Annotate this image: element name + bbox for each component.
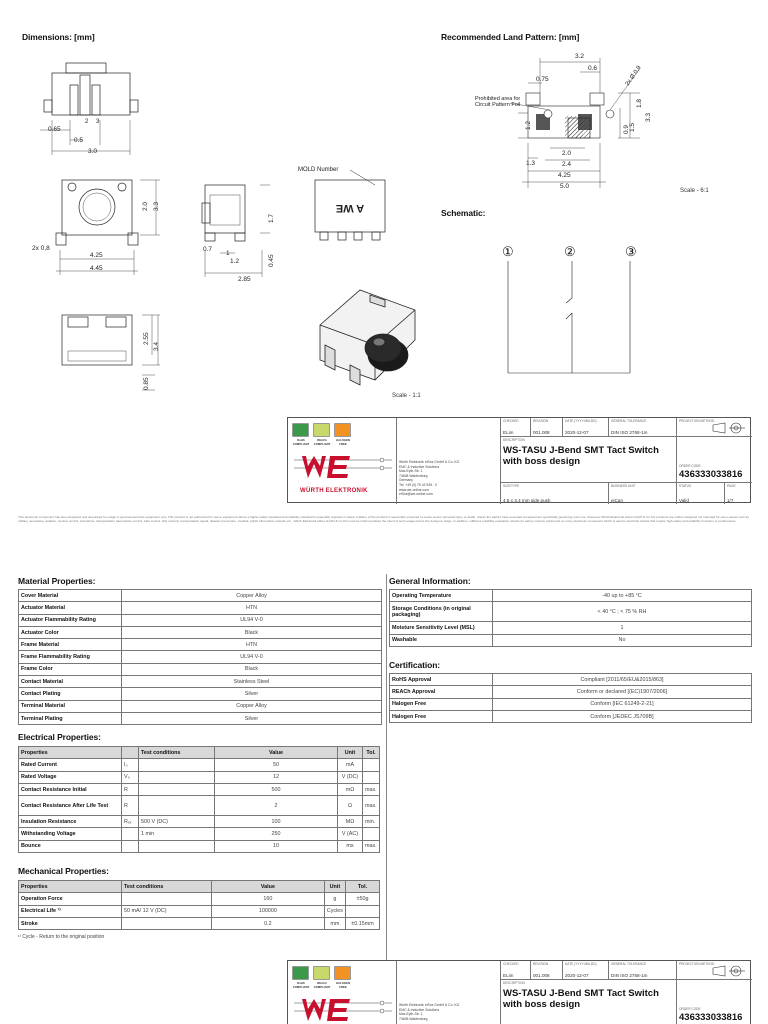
property-name: Frame Flammability Rating [19,651,122,663]
table-row [19,700,382,712]
property-name: Actuator Flammability Rating [19,614,122,626]
dim-label: 1.2 [525,120,532,130]
dim-label: 0.9 [623,124,630,134]
dim-label: 4.25 [90,252,103,259]
dim-label: 0.7 [203,246,213,253]
table-row [19,626,382,638]
property-name: Halogen Free [390,698,493,710]
dimensions-scale: Scale - 1:1 [392,393,421,399]
table-cell: Withstanding Voltage [19,828,122,840]
brand-name: WÜRTH ELEKTRONIK [300,488,368,494]
property-name: Terminal Material [19,700,122,712]
table-cell: Contact Resistance Initial [19,783,122,795]
halogen-label: HALOGEN FREE [336,981,350,989]
table-cell: MΩ [338,816,363,828]
column-header: Properties [19,881,122,893]
table-row [19,840,380,852]
table-cell: Cycles [324,905,345,917]
revision-value: 001.008 [533,972,550,978]
table-cell: Rated Voltage [19,771,122,783]
general-title: General Information: [389,576,471,586]
reach-label: REACh COMPLIANT [313,438,331,446]
date-value: 2020-12-07 [565,972,589,978]
column-header: Tol. [346,881,380,893]
tolerance-value: DIN ISO 2768-1m [611,429,648,435]
dim-label: 0.85 [143,377,150,390]
rohs-badge [292,966,309,980]
table-row [19,602,382,614]
table-cell: 0.2 [212,917,325,929]
property-name: Actuator Material [19,602,122,614]
table-cell: mΩ [338,783,363,795]
table-row [390,634,752,646]
table-cell: 160 [212,893,325,905]
land-pattern-labels [470,48,670,193]
prohibited-label-1: Prohibited area for [475,96,521,102]
table-row [19,893,380,905]
table-row [390,710,752,722]
table-row [390,602,752,622]
page-value: 1/7 [727,497,734,503]
dim-label: 5.0 [560,183,570,190]
table-cell [122,840,139,852]
table-cell: 10 [215,840,338,852]
mechanical-footnote: ¹⁾ Cycle - Return to the original position [18,934,105,940]
description-cell: DESCRIPTION WS-TASU J-Bend SMT Tact Switch with boss design [500,436,676,482]
property-value: HTN [122,639,382,651]
table-cell: mm [324,917,345,929]
table-cell [139,759,215,771]
table-cell: Rₓₓ [122,816,139,828]
electrical-title: Electrical Properties: [18,732,101,742]
general-table [389,589,752,647]
property-name: Moisture Sensitivity Level (MSL) [390,622,493,634]
dim-label: 0.5 [74,137,84,144]
schematic-title: Schematic: [441,208,486,218]
table-row [19,712,382,724]
table-row [390,622,752,634]
front-view-drawing [56,180,160,275]
reach-badge [313,423,330,437]
property-value: UL94 V-0 [122,614,382,626]
mechanical-title: Mechanical Properties: [18,866,109,876]
dim-label: 1 [226,250,230,257]
revision-value: 001.008 [533,429,550,435]
table-cell: V (AC) [338,828,363,840]
table-cell: Electrical Life ¹⁾ [19,905,122,917]
reach-label: REACh COMPLIANT [313,981,331,989]
schematic-pin-3: ③ [625,244,637,259]
dim-label: 1.8 [636,98,643,108]
table-cell [139,840,215,852]
dim-label: 2.55 [143,332,150,345]
certification-table [389,673,752,723]
dim-label: 2 [85,119,89,125]
table-row [19,783,380,795]
table-cell: 250 [215,828,338,840]
table-row [19,771,380,783]
date-value: 2020-12-07 [565,429,589,435]
property-name: RoHS Approval [390,674,493,686]
dim-label: 1.5 [629,122,636,132]
column-header: Unit [324,881,345,893]
property-name: REACh Approval [390,686,493,698]
table-row [19,639,382,651]
disclaimer-text: This electronic component has been designed and developed for usage in general electronic equipment only. This product is not authorized for use in equipment where a higher safety standard and reliability standard is especially required or where a failure of the product is reasonably expected to cause severe personal injury or death, unless the parties have executed an agreement specifically governing such use. Moreover Würth Elektronik eiSos GmbH & Co KG products are neither designed nor intended for use in areas such as military, aerospace, aviation, nuclear control, submarine, transportation (automotive control, train control, ship control), transportation signal, disaster prevention, medical, public information network etc.. Würth Elektronik eiSos GmbH & Co KG must be informed about the intent of such usage before the design-in stage. In addition, sufficient reliability evaluation checks for safety must be performed on every electronic component which is used in electrical circuits that require high safety and reliability functions or performance. [18,515,749,524]
product-description: WS-TASU J-Bend SMT Tact Switch with boss design [503,988,659,1010]
title-block-page2: RoHS COMPLIANT REACh COMPLIANT HALOGEN FREE Würth Elektronik eiSos GmbH & Co. KG EMC & Inductive Solutions Max-Eyth-Str. 1 74638 Waldenburg CHECKED ELim REVISION 001.008 DATE (YYYY-MM-DD) 2020-12-07 GENERAL TOLERANCE DIN ISO 2768-1m PROJECTION METHOD DESCRIPTION WS-TASU J-Bend SMT Tact Switch with boss design ORDER CODE 436333033816 [287,960,751,1024]
property-value: Conform or declared [(EC)1907/2006] [493,686,752,698]
table-row [390,590,752,602]
table-cell: g [324,893,345,905]
table-cell: 500 V (DC) [139,816,215,828]
table-cell: max. [363,840,380,852]
material-title: Material Properties: [18,576,96,586]
mechanical-table [18,880,380,930]
table-row [19,651,382,663]
table-cell: 500 [215,783,338,795]
column-header: Value [212,881,325,893]
table-cell [363,771,380,783]
title-block: RoHS COMPLIANT REACh COMPLIANT HALOGEN FREE WÜRTH ELEKTRONIK Würth Elektronik eiSos GmbH & Co. KG EMC & Inductive Solutions Max-Eyth-Str. 1 74638 Waldenburg Germany Tel. +49 (0) 79 42 945 - 0 www.we-online.com eiSos@we-online.com CHECKED ELim REVISION 001.008 DATE (YYYY-MM-DD) 2020-12-07 GENERAL TOLERANCE DIN ISO 2768-1m PROJECTION METHOD DESCRIPTION WS-TASU J-Bend SMT Tact Switch with boss design ORDER CODE 436333033816 SIZE/TYPE 4.5 x 3.4 mm side push BUSINESS UNIT eiCan STATUS Valid PAGE 1/7 [287,417,751,503]
table-cell [139,796,215,816]
property-value: Copper Alloy [122,590,382,602]
table-cell [122,893,212,905]
table-row [19,828,380,840]
table-cell: Bounce [19,840,122,852]
property-value: HTN [122,602,382,614]
dim-label: 3.2 [575,53,585,60]
table-cell: R [122,796,139,816]
material-table [18,589,382,725]
dim-label: 3.3 [645,112,652,122]
table-cell [139,783,215,795]
dim-label: 2.0 [562,150,572,157]
dim-label: 2.4 [562,161,572,168]
dim-label: 2.0 [142,201,149,211]
schematic-pin-2: ② [564,244,576,259]
table-cell: Stroke [19,917,122,929]
table-cell: ms [338,840,363,852]
dim-label: 0.75 [536,76,549,83]
property-value: Black [122,663,382,675]
table-cell: V₀ [122,771,139,783]
property-name: Contact Plating [19,688,122,700]
schematic-drawing [490,243,660,383]
prohibited-label-2: Circuit Pattern Foil [475,102,521,108]
table-cell: R [122,783,139,795]
business-unit-value: eiCan [611,497,624,503]
we-logo-icon [294,997,394,1024]
table-cell: ±0.15mm [346,917,380,929]
table-cell: Operation Force [19,893,122,905]
dim-label: 2x 0,8 [32,245,50,252]
property-name: Contact Material [19,676,122,688]
table-row [19,796,380,816]
property-name: Frame Material [19,639,122,651]
dim-label: 3.3 [153,201,160,211]
property-name: Cover Material [19,590,122,602]
table-cell: 2 [215,796,338,816]
table-cell: Rated Current [19,759,122,771]
halogen-badge [334,966,351,980]
top-view-drawing [40,63,138,155]
property-value: Conform [JEDEC JS709B] [493,710,752,722]
column-header: Value [215,747,338,759]
electrical-table [18,746,380,853]
property-value: Black [122,626,382,638]
table-row [19,614,382,626]
rohs-badge [292,423,309,437]
company-address: Würth Elektronik eiSos GmbH & Co. KG EMC & Inductive Solutions Max-Eyth-Str. 1 74638 Waldenburg Germany Tel. +49 (0) 79 42 945 - 0 www.we-online.com eiSos@we-online.com [399,460,460,497]
dim-label: 1.2 [230,258,240,265]
dim-label: 4.25 [558,172,571,179]
table-cell [122,828,139,840]
column-header: Tol. [363,747,380,759]
isometric-view-drawing [320,290,415,385]
table-cell: 100000 [212,905,325,917]
table-cell: Ω [338,796,363,816]
table-cell [363,828,380,840]
table-cell: 50 [215,759,338,771]
property-value: < 40 °C ; < 75 % RH [493,602,752,622]
we-logo-icon [294,454,394,490]
column-header: Test conditions [139,747,215,759]
table-row [19,676,382,688]
table-cell [139,771,215,783]
property-value: Stainless Steel [122,676,382,688]
property-value: Silver [122,688,382,700]
table-cell: Contact Resistance After Life Test [19,796,122,816]
company-cell [396,418,500,504]
table-header-row [19,881,380,893]
table-cell: V (DC) [338,771,363,783]
reach-badge [313,966,330,980]
order-code: 436333033816 [679,1012,743,1023]
property-value: No [493,634,752,646]
checked-value: ELim [503,972,514,978]
table-row [390,674,752,686]
dimensions-title: Dimensions: [mm] [22,32,95,42]
table-cell: max. [363,783,380,795]
mold-number-label: MOLD Number [298,167,339,173]
status-value: Valid [679,497,689,503]
column-header [122,747,139,759]
projection-symbol-icon [711,965,747,977]
table-cell: Insulation Resistance [19,816,122,828]
column-header: Properties [19,747,122,759]
column-header: Test conditions [122,881,212,893]
table-row [19,663,382,675]
property-value: Compliant [2011/65/EU&2015/863] [493,674,752,686]
table-cell: max. [363,796,380,816]
order-code: 436333033816 [679,469,743,480]
property-name: Storage Conditions (in original packaging) [390,602,493,622]
table-row [19,590,382,602]
dim-label: 0.45 [268,254,275,267]
dim-label: 3.4 [153,341,160,351]
dim-label: 0.6 [588,65,598,72]
table-cell: I₀ [122,759,139,771]
table-cell: mA [338,759,363,771]
table-row [19,917,380,929]
table-cell: 50 mA/ 12 V (DC) [122,905,212,917]
property-name: Washable [390,634,493,646]
company-address: Würth Elektronik eiSos GmbH & Co. KG EMC & Inductive Solutions Max-Eyth-Str. 1 74638 Waldenburg [399,1003,460,1021]
property-name: Terminal Plating [19,712,122,724]
dim-label: 4.45 [90,265,103,272]
property-name: Halogen Free [390,710,493,722]
halogen-label: HALOGEN FREE [336,438,350,446]
dim-label: 2.85 [238,276,251,283]
property-name: Frame Color [19,663,122,675]
column-divider [386,574,387,964]
table-cell: 1 min [139,828,215,840]
table-row [19,905,380,917]
table-row [19,816,380,828]
mold-text: A WE [335,202,365,214]
schematic-pin-1: ① [502,244,514,259]
property-value: 1 [493,622,752,634]
table-row [19,759,380,771]
property-value: UL94 V-0 [122,651,382,663]
property-value: Silver [122,712,382,724]
property-name: Operating Temperature [390,590,493,602]
projection-symbol-icon [711,422,747,434]
table-cell [363,759,380,771]
dim-label: 1.7 [268,213,275,223]
land-pattern-scale: Scale - 6:1 [680,188,709,194]
dim-label: 1.3 [526,160,536,167]
dim-label: 3 [96,119,100,125]
tolerance-value: DIN ISO 2768-1m [611,972,648,978]
property-value: Copper Alloy [122,700,382,712]
dimension-drawings [30,45,440,415]
dim-label: 3.0 [88,148,98,155]
table-cell: ±50g [346,893,380,905]
table-cell [122,917,212,929]
certification-title: Certification: [389,660,441,670]
dim-label: 0.65 [48,126,61,133]
rohs-label: RoHS COMPLIANT [292,438,310,446]
table-header-row [19,747,380,759]
land-pattern-title: Recommended Land Pattern: [mm] [441,32,580,42]
table-cell [346,905,380,917]
property-name: Actuator Color [19,626,122,638]
table-row [19,688,382,700]
table-cell: 100 [215,816,338,828]
size-value: 4.5 x 3.4 mm side push [503,497,551,503]
table-cell: min. [363,816,380,828]
rohs-label: RoHS COMPLIANT [292,981,310,989]
property-value: Conform [IEC 61249-2-21] [493,698,752,710]
table-row [390,698,752,710]
halogen-badge [334,423,351,437]
checked-value: ELim [503,429,514,435]
property-value: -40 up to +85 °C [493,590,752,602]
table-cell: 12 [215,771,338,783]
product-description: WS-TASU J-Bend SMT Tact Switch with boss design [503,445,659,467]
dim-label: 2x Ø 0,9 [624,65,643,88]
table-row [390,686,752,698]
column-header: Unit [338,747,363,759]
